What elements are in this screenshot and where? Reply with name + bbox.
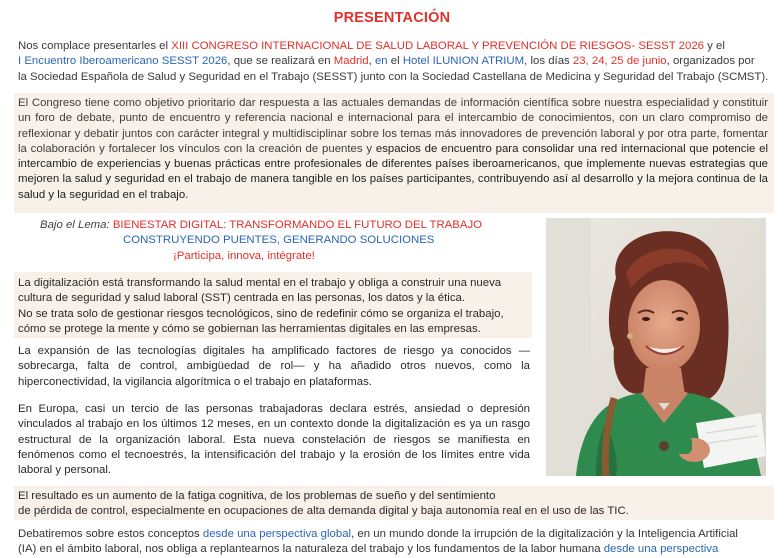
city: Madrid <box>333 55 369 68</box>
objective-paragraph: El Congreso tiene como objetivo prioritario dar respuesta a las actuales demandas de información científica sobre nuestra especialidad y constituir un foro de debate, punto de encuentro y referencia nacional e internacional para el intercambio de conocimientos, con un claro compromiso de reflexionar y debatir juntos con carácter integral y multidisciplinar sobre los temas más innovadores de prevención laboral y por otra parte, fomentar la colaboración y fortalecer los vínculos con la creación de puentes y espacios de encuentro para consolidar una red internacional que potencie el intercambio de experiencias y buenas prácticas entre profesionales de diferentes países iberoamericanos, que implemente nuevas estrategias que mejoren la salud y seguridad en el trabajo de manera tangible en los países participantes, contribuyendo así al desarrollo y la mejora continua de la salud y la seguridad en el trabajo. <box>18 97 768 201</box>
debate-paragraph: Debatiremos sobre estos conceptos desde una perspectiva global, en un mundo donde la irrupción de la digitalización y la Inteligencia Artificial (IA) en el ámbito laboral, nos obliga a replantearnos la naturaleza del trabajo y los fundamentos de la labor humana desde una perspectiva <box>18 528 738 556</box>
expansion-paragraph: La expansión de las tecnologías digitales ha amplificado factores de riesgo ya conocidos — sobrecarga, falta de control, ambigüedad de rol— y ha añadido otros nuevos, como la hiperconectividad, la vigilancia algorítmica o el trabajo en plataformas. <box>18 345 530 388</box>
lema-line-3: ¡Participa, innova, intégrate! <box>173 249 315 262</box>
result-paragraph: El resultado es un aumento de la fatiga cognitiva, de los problemas de sueño y del sentimiento de pérdida de control, especialmente en ocupaciones de alta demanda digital y baja autonomía real en el uso de las TIC. <box>18 490 629 518</box>
portrait-image <box>546 218 766 476</box>
europe-paragraph: En Europa, casi un tercio de las personas trabajadoras declara estrés, ansiedad o depresión vinculados al trabajo en los últimos 12 meses, en un contexto donde la digitalización es ya un rasgo estructural de la organización laboral. Esta nueva constelación de riesgos se manifiesta en fenómenos como el tecnoestrés, la intensificación del trabajo y la erosión de los límites entre vida laboral y personal. <box>18 403 530 477</box>
intro-line-1: Nos complace presentarles el XIII CONGRESO INTERNACIONAL DE SALUD LABORAL Y PREVENCIÓN DE RIESGOS- SESST 2026 y el <box>18 40 725 52</box>
lema-line-2: CONSTRUYENDO PUENTES, GENERANDO SOLUCIONES <box>123 234 435 247</box>
intro-paragraph <box>18 39 770 85</box>
congress-name: XIII CONGRESO INTERNACIONAL DE SALUD LABORAL Y PREVENCIÓN DE RIESGOS- SESST 2026 <box>171 40 704 52</box>
lema-block <box>40 218 520 264</box>
intro-line-3: la Sociedad Española de Salud y Seguridad en el Trabajo (SESST) junto con la Sociedad Castellana de Medicina y Seguridad del Trabajo (SCMST). <box>18 70 769 83</box>
digital-paragraph: La digitalización está transformando la salud mental en el trabajo y obliga a construir una nueva cultura de seguridad y salud laboral (SST) centrada en las personas, los datos y la ética. No se trata solo de gestionar riesgos tecnológicos, sino de redefinir cómo se organiza el trabajo, cómo se protege la mente y cómo se gobiernan las herramientas digitales en las empresas. <box>18 277 504 335</box>
speaker-photo <box>546 218 766 476</box>
intro-line-2: I Encuentro Iberoamericano SESST 2026, que se realizará en Madrid, en el Hotel ILUNION ATRIUM, los días 23, 24, 25 de junio, organizados por <box>18 55 755 68</box>
page-title: PRESENTACIÓN <box>333 10 451 26</box>
venue: Hotel ILUNION ATRIUM <box>402 55 525 68</box>
lema-line-1: BIENESTAR DIGITAL: TRANSFORMANDO EL FUTURO DEL TRABAJO <box>112 219 483 231</box>
encuentro-name: I Encuentro Iberoamericano SESST 2026 <box>18 55 228 68</box>
dates: 23, 24, 25 de junio <box>572 55 667 68</box>
lema-label: Bajo el Lema: <box>40 219 110 231</box>
